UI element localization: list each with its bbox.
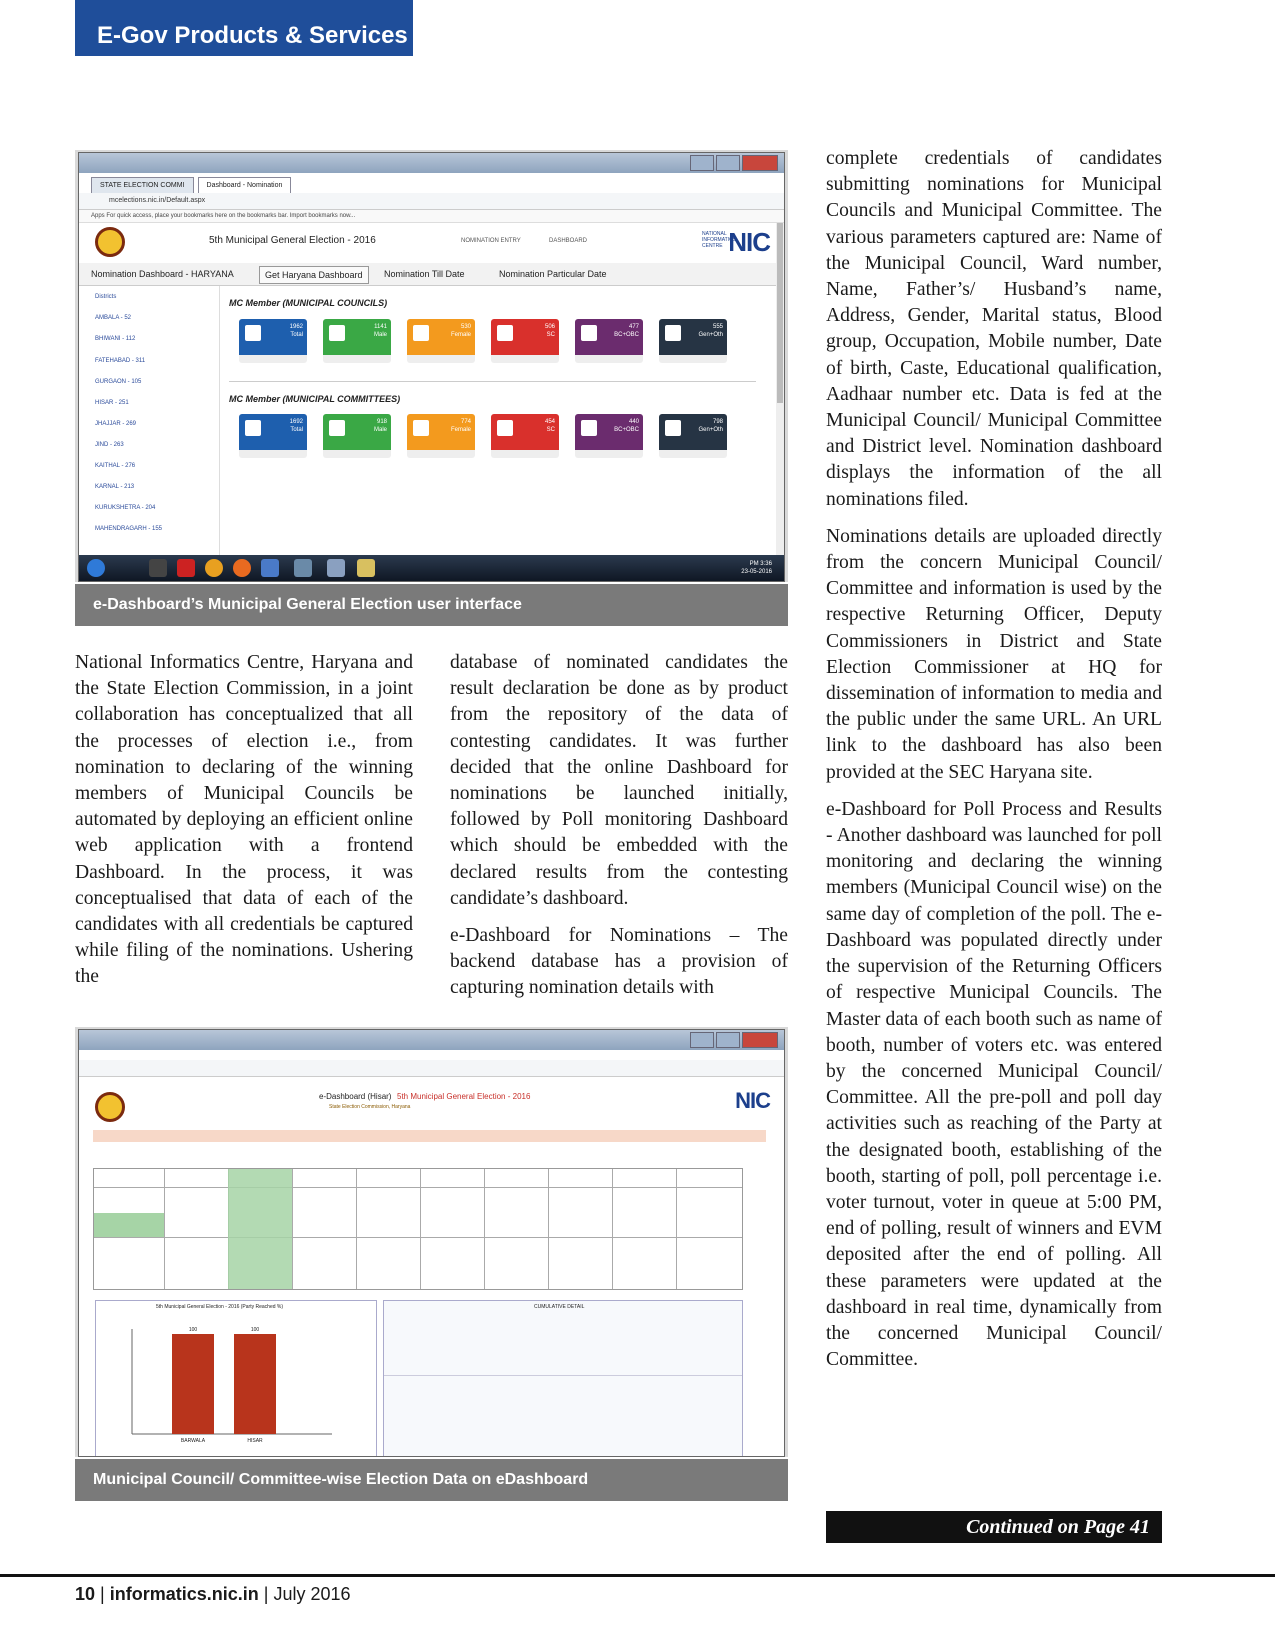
- maximize-icon: [716, 155, 740, 171]
- tile-value: 477: [628, 324, 639, 330]
- committees-title: MC Member (MUNICIPAL COMMITTEES): [229, 394, 401, 404]
- minimize-icon: [690, 155, 714, 171]
- paragraph: Nominations details are uploaded directly from the concern Municipal Council/ Committee and information is used by the respective Returning Officer, Deputy Commissioners in District and State Election Commissioner at HQ for dissemination of information to media and the public under the same URL. An URL link to the dashboard has also been provided at the SEC Haryana site.: [826, 525, 1162, 783]
- clock-time: PM 3:36: [749, 561, 772, 567]
- councils-title: MC Member (MUNICIPAL COUNCILS): [229, 298, 388, 308]
- nic-logo: NIC: [735, 1088, 770, 1113]
- radio-particular-date: Nomination Particular Date: [499, 269, 607, 279]
- bar: [234, 1334, 276, 1434]
- sidebar-item: Districts: [95, 294, 117, 300]
- committee-tile-total: [239, 414, 307, 458]
- figure2-caption: Municipal Council/ Committee-wise Election Data on eDashboard: [75, 1459, 788, 1501]
- tool-icon: [149, 559, 167, 577]
- tile-icon: [497, 420, 513, 436]
- tile-label: Gen+Oth: [698, 332, 723, 338]
- issue-date: July 2016: [273, 1584, 351, 1604]
- committee-tile-sc: [491, 414, 559, 458]
- page-number: 10: [75, 1584, 96, 1604]
- tile-label: BC+OBC: [614, 427, 639, 433]
- council-tile-sc: [491, 319, 559, 363]
- tile-value: 918: [376, 419, 387, 425]
- sidebar-item: KURUKSHETRA - 204: [95, 505, 156, 511]
- browser-tab: STATE ELECTION COMMI: [91, 177, 194, 194]
- tile-value: 774: [460, 419, 471, 425]
- text-column-1: [75, 650, 413, 1002]
- tile-value: 1692: [289, 419, 303, 425]
- tile-label: Female: [450, 427, 471, 433]
- continued-banner: Continued on Page 41: [826, 1511, 1162, 1543]
- tile-label: Male: [373, 427, 387, 433]
- nic-logo: NIC: [728, 227, 770, 257]
- tile-label: Gen+Oth: [698, 427, 723, 433]
- tile-value: 454: [544, 419, 555, 425]
- tile-icon: [581, 325, 597, 341]
- footer-rule: [0, 1574, 1275, 1577]
- get-dashboard-button: Get Haryana Dashboard: [259, 266, 369, 284]
- sidebar-item: JHAJJAR - 269: [95, 421, 137, 427]
- data-label: 100: [188, 1327, 198, 1333]
- tile-icon: [329, 420, 345, 436]
- committee-tile-female: [407, 414, 475, 458]
- maximize-icon: [716, 1032, 740, 1048]
- tile-label: SC: [546, 427, 555, 433]
- site-url: informatics.nic.in: [109, 1584, 259, 1604]
- tile-label: Total: [290, 332, 303, 338]
- tile-label: Total: [290, 427, 303, 433]
- app-header: [79, 223, 784, 264]
- text-column-2: [450, 650, 788, 1013]
- section-header: E-Gov Products & Services: [75, 0, 413, 56]
- paragraph: complete credentials of candidates submitting nominations for Municipal Councils and Municipal Committee. The various parameters captured are: Name of the Municipal Council, Ward number, Name, Father’s/ Husband’s name, Address, Gender, Marital status, Blood group, Occupation, Mobile number, Date of birth, Caste, Educational qualification, Aadhaar number etc. Data is fed at the Municipal Council/ Municipal Committee and District level. Nomination dashboard displays the information of the all nominations filed.: [826, 148, 1162, 510]
- paragraph: database of nominated candidates the result declaration be done as by product from the repository of the data of contesting candidates. It was further decided that the online Dashboard for nominations be launched initially, followed by Poll monitoring Dashboard which should be embedded with the declared results from the contesting candidate’s dashboard.: [450, 652, 788, 909]
- app-title: 5th Municipal General Election - 2016: [209, 235, 376, 246]
- tile-icon: [245, 325, 261, 341]
- data-label: 100: [250, 1327, 260, 1333]
- tile-value: 1141: [374, 324, 387, 330]
- tile-icon: [413, 420, 429, 436]
- committee-tile-male: [323, 414, 391, 458]
- chart-title: 5th Municipal General Election - 2016 (Party Reached %): [156, 1304, 284, 1310]
- bar: [172, 1334, 214, 1434]
- tile-value: 506: [544, 324, 555, 330]
- file-icon: [294, 559, 312, 577]
- haryana-emblem-icon: [95, 227, 125, 257]
- dashboard-title: Nomination Dashboard - HARYANA: [91, 269, 234, 279]
- highlight-column: [228, 1169, 292, 1289]
- sidebar-item: FATEHABAD - 311: [95, 358, 146, 364]
- cumulative-title: CUMULATIVE DETAIL: [534, 1304, 585, 1310]
- address-bar: [79, 1060, 784, 1077]
- tile-value: 798: [712, 419, 723, 425]
- paragraph: National Informatics Centre, Haryana and the State Election Commission, in a joint collaboration has conceptualized that all the processes of election i.e., from nomination to declaring of the winning members of Municipal Councils be automated by deploying an efficient online web application with a frontend Dashboard. In the process, it was conceptualised that data of each of the candidates with all credentials be captured while filing of the nominations. Ushering the: [75, 652, 413, 988]
- notice-strip: [93, 1130, 766, 1142]
- figure1-caption: e-Dashboard’s Municipal General Election user interface: [75, 584, 788, 626]
- sidebar-item: AMBALA - 52: [95, 315, 132, 321]
- paragraph: e-Dashboard for Nominations – The backend database has a provision of capturing nomination details with: [450, 925, 788, 999]
- tile-icon: [665, 325, 681, 341]
- folder-icon: [327, 559, 345, 577]
- address-bar: mcelections.nic.in/Default.aspx: [79, 193, 784, 210]
- dashboard-title-prefix: e-Dashboard (Hisar): [319, 1092, 392, 1101]
- taskbar-clock: [741, 560, 772, 576]
- window-icon: [261, 559, 279, 577]
- council-tile-bc-obc: [575, 319, 643, 363]
- page-footer: 10 | informatics.nic.in | July 2016: [75, 1584, 351, 1604]
- sidebar-item: BHIWANI - 112: [95, 336, 136, 342]
- nav-dashboard: DASHBOARD: [549, 238, 588, 244]
- nic-logo-text: NATIONAL INFORMATICS CENTRE: [702, 231, 737, 249]
- tile-value: 440: [628, 419, 639, 425]
- dashboard-subtitle: State Election Commission, Haryana: [329, 1104, 411, 1110]
- nav-nomination-entry: NOMINATION ENTRY: [461, 238, 521, 244]
- district-sidebar: [79, 286, 220, 555]
- committee-tile-bc-obc: [575, 414, 643, 458]
- paragraph: e-Dashboard for Poll Process and Results - Another dashboard was launched for poll monitoring and declaring the winning members (Municipal Council wise) on the same day of completion of the poll. The e-Dashboard was populated directly under the supervision of the Returning Officers of respective Municipal Councils. The Master data of each booth such as name of booth, number of voters etc. was entered by the concerned Municipal Council/ Committee. All the pre-poll and poll day activities such as reaching of the Party at the designated booth, establishing of the booth, starting of poll, poll percentage i.e. voter turnout, voter in queue at 5:00 PM, end of polling, result of winners and EVM deposited after the end of polling. All these parameters were updated at the dashboard in real time, dynamically from the concerned Municipal Council/ Committee.: [826, 798, 1162, 1371]
- council-tile-male: [323, 319, 391, 363]
- windows-taskbar: [79, 555, 784, 581]
- browser-window-screenshot-2: [78, 1029, 785, 1457]
- firefox-icon: [233, 559, 251, 577]
- tile-icon: [245, 420, 261, 436]
- app-icon: [177, 559, 195, 577]
- window-titlebar: [79, 1030, 784, 1050]
- council-tile-gen-oth: [659, 319, 727, 363]
- tile-label: BC+OBC: [614, 332, 639, 338]
- party-reached-chart: [95, 1300, 377, 1457]
- chrome-icon: [205, 559, 223, 577]
- divider: [384, 1375, 742, 1376]
- tile-icon: [413, 325, 429, 341]
- figure-election-ui: [75, 150, 788, 582]
- tile-icon: [665, 420, 681, 436]
- dashboard-title: 5th Municipal General Election - 2016: [397, 1092, 531, 1101]
- council-tile-total: [239, 319, 307, 363]
- sidebar-item: GURGAON - 105: [95, 379, 142, 385]
- x-tick-label: BARWALA: [180, 1438, 206, 1444]
- tile-value: 1962: [289, 324, 303, 330]
- tile-icon: [329, 325, 345, 341]
- clock-date: 23-05-2016: [741, 569, 772, 575]
- tile-icon: [581, 420, 597, 436]
- results-grid: [93, 1168, 743, 1290]
- scrollbar: [776, 223, 784, 555]
- tile-label: Male: [373, 332, 387, 338]
- cumulative-detail-panel: [383, 1300, 743, 1457]
- radio-till-date: Nomination Till Date: [384, 269, 465, 279]
- tile-icon: [497, 325, 513, 341]
- tile-label: Female: [450, 332, 471, 338]
- haryana-emblem-icon: [95, 1092, 125, 1122]
- tile-value: 555: [712, 324, 723, 330]
- browser-tab-active: Dashboard - Nomination: [198, 177, 292, 194]
- tile-label: SC: [546, 332, 555, 338]
- bar-chart-svg: [96, 1309, 374, 1457]
- tile-value: 530: [460, 324, 471, 330]
- minimize-icon: [690, 1032, 714, 1048]
- highlight-cell: [94, 1213, 164, 1237]
- sidebar-item: HISAR - 251: [95, 400, 129, 406]
- sidebar-item: KAITHAL - 276: [95, 463, 136, 469]
- filter-bar: [79, 263, 784, 286]
- close-icon: [742, 1032, 778, 1048]
- close-icon: [742, 155, 778, 171]
- start-icon: [87, 559, 105, 577]
- sidebar-item: KARNAL - 213: [95, 484, 135, 490]
- text-column-3: [826, 146, 1162, 1384]
- bookmarks-bar: Apps For quick access, place your bookmarks here on the bookmarks bar. Import bookmarks now...: [79, 210, 784, 223]
- browser-window-screenshot: [78, 152, 785, 582]
- explorer-icon: [357, 559, 375, 577]
- x-tick-label: HISAR: [247, 1438, 263, 1444]
- council-tile-female: [407, 319, 475, 363]
- divider: [229, 381, 756, 382]
- sidebar-item: JIND - 263: [95, 442, 124, 448]
- sidebar-item: MAHENDRAGARH - 155: [95, 526, 163, 532]
- committee-tile-gen-oth: [659, 414, 727, 458]
- window-titlebar: [79, 153, 784, 173]
- figure-edashboard: [75, 1027, 788, 1457]
